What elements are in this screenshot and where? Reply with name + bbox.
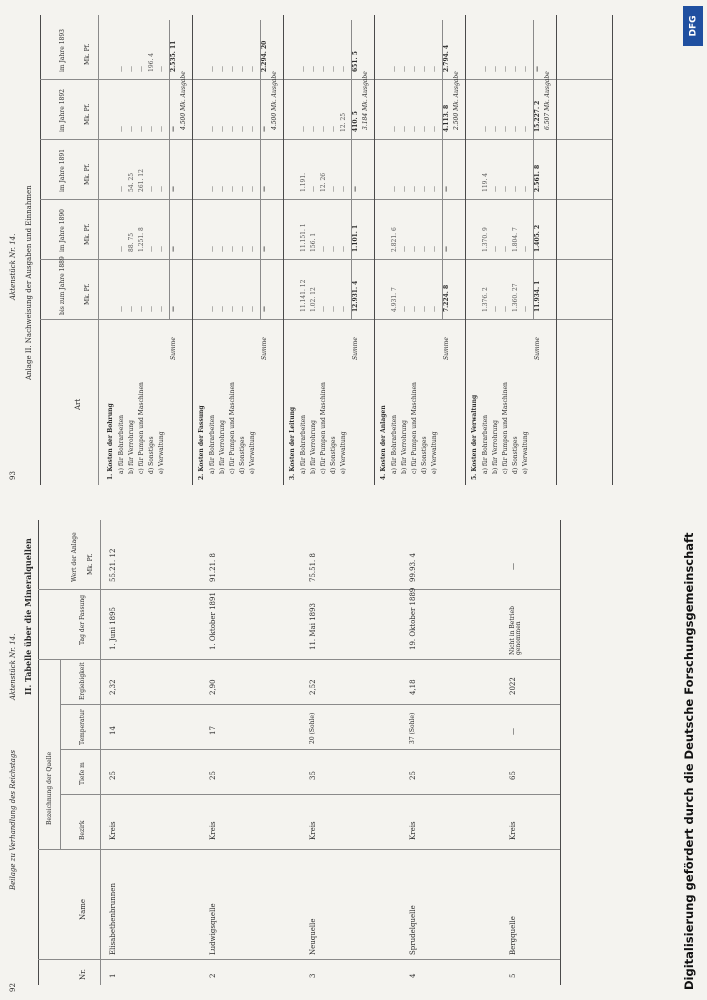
- table-row-temp: —: [509, 728, 517, 735]
- left-header-value-unit: Mk. Pf.: [87, 553, 94, 575]
- block-cell: —: [340, 306, 347, 312]
- block-cell: —: [492, 246, 499, 252]
- block-note: 4.500 Mk. Ausgabe: [180, 71, 187, 130]
- right-col-unit: Mk. Pf.: [84, 103, 91, 125]
- table-row-name: Elisabethenbrunnen: [109, 883, 117, 955]
- block-cell: —: [300, 66, 307, 72]
- left-header-date: Tag der Fassung: [79, 594, 86, 645]
- right-table-bottom-rule: [612, 15, 613, 485]
- block-cell: —: [148, 306, 155, 312]
- left-col-divider: [38, 659, 560, 660]
- block-cell: 54. 25: [128, 172, 135, 192]
- table-row-district: Kreis: [409, 821, 417, 840]
- table-row-nr: 5: [509, 973, 517, 978]
- left-header-yield: Ergiebigkeit: [79, 662, 86, 700]
- block-item-label: c) für Pumpen und Maschinen: [320, 382, 327, 474]
- block-item-label: c) für Pumpen und Maschinen: [138, 382, 145, 474]
- table-row-yield: 2,32: [109, 679, 117, 695]
- block-sum-cell: 11.934. 1: [534, 280, 541, 312]
- block-sum-cell: —: [170, 126, 177, 132]
- table-row-temp: 20 (Sohle): [309, 712, 316, 744]
- table-row-nr: 4: [409, 973, 417, 978]
- block-cell: —: [320, 306, 327, 312]
- block-item-label: b) für Verrohrung: [128, 420, 135, 474]
- block-cell: —: [239, 66, 246, 72]
- table-row-value: 75.51. 8: [309, 553, 317, 582]
- table-row-depth: 65: [509, 771, 517, 780]
- dfg-logo-text: DFG: [688, 15, 699, 37]
- block-cell: —: [401, 246, 408, 252]
- block-cell: —: [320, 246, 327, 252]
- block-cell: —: [522, 246, 529, 252]
- table-row-date: Nicht in Betrieb genommen: [509, 606, 522, 655]
- block-sum-cell: 4.113. 8: [443, 104, 450, 132]
- block-cell: —: [209, 306, 216, 312]
- block-cell: —: [431, 246, 438, 252]
- block-cell: —: [158, 66, 165, 72]
- table-row-yield: 2022: [509, 677, 517, 695]
- left-header-nr: Nr.: [79, 969, 87, 980]
- left-table-bottom-rule: [560, 520, 561, 985]
- block-heading: 4. Kosten der Anlagen: [380, 405, 387, 480]
- left-col-divider: [38, 849, 560, 850]
- right-title: Anlage II. Nachweisung der Ausgaben und Einnahmen: [25, 185, 33, 380]
- block-cell: —: [249, 66, 256, 72]
- block-sum-cell: —: [261, 246, 268, 252]
- block-separator-rule: [283, 15, 284, 485]
- dfg-logo: [683, 6, 703, 46]
- block-cell: —: [330, 186, 337, 192]
- table-row-district: Kreis: [509, 821, 517, 840]
- block-cell: 4.931. 7: [391, 287, 398, 312]
- left-col-divider: [60, 794, 560, 795]
- block-cell: —: [492, 306, 499, 312]
- table-row-nr: 2: [209, 973, 217, 978]
- block-item-label: b) für Verrohrung: [310, 420, 317, 474]
- dfg-sidebar-text: Digitalisierung gefördert durch die Deutsche Forschungsgemeinschaft: [682, 532, 696, 990]
- right-col-unit: Mk. Pf.: [84, 163, 91, 185]
- block-cell: —: [229, 306, 236, 312]
- block-cell: —: [522, 306, 529, 312]
- block-cell: —: [431, 126, 438, 132]
- table-row-name: Neuquelle: [309, 918, 317, 955]
- table-row-depth: 25: [209, 771, 217, 780]
- block-cell: 156. 1: [310, 232, 317, 252]
- block-item-label: c) für Pumpen und Maschinen: [502, 382, 509, 474]
- right-table-top-rule: [40, 15, 41, 485]
- table-row-date: 19. Oktober 1889: [409, 587, 417, 650]
- block-note: 2.500 Mk. Ausgabe: [453, 71, 460, 130]
- block-cell: 12. 25: [340, 112, 347, 132]
- block-cell: 11.141. 12: [300, 279, 307, 312]
- right-col-divider: [40, 319, 612, 320]
- block-cell: 1.360. 27: [512, 283, 519, 312]
- block-cell: —: [492, 186, 499, 192]
- block-cell: —: [411, 246, 418, 252]
- block-cell: —: [310, 66, 317, 72]
- block-cell: —: [340, 246, 347, 252]
- block-cell: —: [209, 66, 216, 72]
- block-item-label: b) für Verrohrung: [219, 420, 226, 474]
- block-cell: 11.151. 1: [300, 223, 307, 252]
- table-row-date: 1. Juni 1895: [109, 606, 117, 650]
- block-cell: —: [411, 186, 418, 192]
- block-item-label: d) Sonstiges: [239, 436, 246, 474]
- left-col-divider: [60, 749, 560, 750]
- table-row-temp: 17: [209, 726, 217, 735]
- block-cell: —: [421, 186, 428, 192]
- left-header-name: Name: [79, 898, 87, 920]
- block-cell: —: [421, 306, 428, 312]
- table-row-nr: 1: [109, 973, 117, 978]
- block-sum-label: Summe: [170, 337, 177, 360]
- right-col-unit: Mk. Pf.: [84, 43, 91, 65]
- block-cell: —: [330, 246, 337, 252]
- block-cell: —: [310, 186, 317, 192]
- block-cell: —: [128, 306, 135, 312]
- block-cell: —: [229, 246, 236, 252]
- block-cell: —: [229, 126, 236, 132]
- table-row-value: 91.21. 8: [209, 553, 217, 582]
- block-item-label: a) für Bohrarbeiten: [300, 414, 307, 474]
- block-cell: 1.251. 8: [138, 227, 145, 252]
- block-item-label: e) Verwaltung: [340, 431, 347, 474]
- block-item-label: e) Verwaltung: [431, 431, 438, 474]
- block-item-label: a) für Bohrarbeiten: [482, 414, 489, 474]
- block-cell: —: [158, 306, 165, 312]
- block-cell: —: [330, 306, 337, 312]
- block-cell: —: [209, 126, 216, 132]
- block-cell: —: [512, 66, 519, 72]
- block-cell: —: [502, 306, 509, 312]
- left-header-temp: Temperatur: [79, 709, 86, 745]
- block-sum-label: Summe: [443, 337, 450, 360]
- block-cell: —: [128, 66, 135, 72]
- block-cell: —: [401, 306, 408, 312]
- block-cell: —: [209, 186, 216, 192]
- left-header-group: Bezeichnung der Quelle: [46, 751, 53, 825]
- block-cell: —: [148, 246, 155, 252]
- block-sum-label: Summe: [534, 337, 541, 360]
- block-item-label: a) für Bohrarbeiten: [209, 414, 216, 474]
- block-sum-cell: 1.405. 2: [534, 224, 541, 252]
- block-item-label: a) für Bohrarbeiten: [118, 414, 125, 474]
- block-item-label: b) für Verrohrung: [401, 420, 408, 474]
- block-sum-cell: 2.794. 4: [443, 44, 450, 72]
- block-cell: —: [249, 126, 256, 132]
- right-col-header: im Jahre 1892: [59, 89, 66, 132]
- left-col-divider: [60, 704, 560, 705]
- block-sum-cell: 1.101. 1: [352, 224, 359, 252]
- left-attachment-label: Aktenstück Nr. 14.: [9, 633, 17, 700]
- right-table-header-rule: [98, 15, 99, 485]
- table-row-depth: 25: [409, 771, 417, 780]
- block-cell: —: [239, 306, 246, 312]
- right-running-title: Aktenstück Nr. 14.: [9, 233, 17, 300]
- block-sum-cell: 2.535. 11: [170, 40, 177, 72]
- block-cell: —: [482, 66, 489, 72]
- block-sum-label: Summe: [352, 337, 359, 360]
- table-row-value: 99.93. 4: [409, 553, 417, 582]
- block-item-label: d) Sonstiges: [512, 436, 519, 474]
- block-heading: 3. Kosten der Leitung: [289, 406, 296, 480]
- block-sum-cell: —: [261, 186, 268, 192]
- table-row-yield: 2,52: [309, 679, 317, 695]
- block-cell: —: [219, 306, 226, 312]
- block-cell: —: [158, 126, 165, 132]
- right-row-label-header: Art: [74, 398, 82, 410]
- right-col-unit: Mk. Pf.: [84, 223, 91, 245]
- block-separator-rule: [556, 15, 557, 485]
- block-item-label: e) Verwaltung: [249, 431, 256, 474]
- table-row-name: Ludwigsquelle: [209, 903, 217, 955]
- left-header-depth: Tiefe m: [79, 762, 86, 785]
- block-sum-cell: 410. 5: [352, 111, 359, 132]
- table-row-district: Kreis: [109, 821, 117, 840]
- table-row-depth: 25: [109, 771, 117, 780]
- block-cell: —: [158, 246, 165, 252]
- block-cell: —: [391, 66, 398, 72]
- table-row-temp: 14: [109, 726, 117, 735]
- block-heading: 5. Kosten der Verwaltung: [471, 394, 478, 480]
- block-sum-cell: —: [443, 186, 450, 192]
- block-cell: —: [492, 126, 499, 132]
- table-row-name: Bergquelle: [509, 916, 517, 955]
- block-sum-cell: 2.561. 8: [534, 164, 541, 192]
- table-row-yield: 4,18: [409, 679, 417, 695]
- block-cell: —: [300, 126, 307, 132]
- block-sum-cell: —: [261, 306, 268, 312]
- block-item-label: e) Verwaltung: [522, 431, 529, 474]
- table-row-value: —: [509, 563, 517, 570]
- block-cell: —: [310, 126, 317, 132]
- block-cell: —: [219, 126, 226, 132]
- block-sum-cell: —: [261, 126, 268, 132]
- block-cell: 261. 12: [138, 169, 145, 192]
- block-heading: 1. Kosten der Bohrung: [107, 403, 114, 480]
- block-cell: —: [492, 66, 499, 72]
- block-cell: —: [249, 186, 256, 192]
- block-cell: —: [502, 66, 509, 72]
- block-cell: —: [118, 306, 125, 312]
- right-col-header: im Jahre 1891: [59, 149, 66, 192]
- block-cell: —: [522, 66, 529, 72]
- block-cell: —: [118, 246, 125, 252]
- block-item-label: d) Sonstiges: [330, 436, 337, 474]
- block-separator-rule: [465, 15, 466, 485]
- block-sum-cell: 12.931. 4: [352, 280, 359, 312]
- table-row-district: Kreis: [309, 821, 317, 840]
- block-sum-cell: —: [534, 66, 541, 72]
- right-page-number: 93: [9, 471, 17, 480]
- block-sum-cell: 7.224. 8: [443, 284, 450, 312]
- block-cell: 196. 4: [148, 52, 155, 72]
- block-cell: —: [249, 306, 256, 312]
- block-cell: —: [411, 306, 418, 312]
- right-col-divider: [40, 139, 612, 140]
- block-cell: 1.02. 12: [310, 287, 317, 312]
- left-header-district: Bezirk: [79, 820, 86, 840]
- block-cell: —: [219, 66, 226, 72]
- block-cell: —: [411, 126, 418, 132]
- block-cell: —: [391, 186, 398, 192]
- block-sum-cell: 2.294. 20: [261, 40, 268, 72]
- block-cell: —: [401, 126, 408, 132]
- block-sum-cell: 15.227. 2: [534, 100, 541, 132]
- block-cell: —: [128, 126, 135, 132]
- block-cell: 1.804. 7: [512, 227, 519, 252]
- block-cell: —: [320, 126, 327, 132]
- block-item-label: a) für Bohrarbeiten: [391, 414, 398, 474]
- block-cell: —: [512, 186, 519, 192]
- block-cell: 88. 75: [128, 232, 135, 252]
- block-cell: 119. 4: [482, 172, 489, 192]
- left-group-rule: [60, 660, 61, 850]
- table-row-date: 11. Mai 1893: [309, 603, 317, 650]
- block-cell: —: [219, 186, 226, 192]
- block-cell: —: [340, 186, 347, 192]
- block-separator-rule: [192, 15, 193, 485]
- block-cell: 1.376. 2: [482, 287, 489, 312]
- block-cell: —: [320, 66, 327, 72]
- block-sum-cell: —: [443, 246, 450, 252]
- block-cell: —: [219, 246, 226, 252]
- block-item-label: d) Sonstiges: [421, 436, 428, 474]
- block-item-label: c) für Pumpen und Maschinen: [229, 382, 236, 474]
- block-item-label: c) für Pumpen und Maschinen: [411, 382, 418, 474]
- block-cell: 2.821. 6: [391, 227, 398, 252]
- block-cell: —: [118, 186, 125, 192]
- block-note: 4.500 Mk. Ausgabe: [271, 71, 278, 130]
- block-cell: —: [502, 126, 509, 132]
- block-cell: —: [330, 66, 337, 72]
- block-cell: —: [431, 186, 438, 192]
- block-cell: —: [138, 66, 145, 72]
- block-item-label: b) für Verrohrung: [492, 420, 499, 474]
- table-row-name: Sprudelquelle: [409, 905, 417, 955]
- block-sum-cell: —: [170, 246, 177, 252]
- right-col-divider: [40, 199, 612, 200]
- block-item-label: d) Sonstiges: [148, 436, 155, 474]
- left-header-value: Wert der Anlage: [71, 532, 78, 582]
- block-cell: —: [249, 246, 256, 252]
- block-cell: —: [431, 66, 438, 72]
- block-sum-cell: 651. 5: [352, 51, 359, 72]
- right-col-unit: Mk. Pf.: [84, 283, 91, 305]
- table-row-depth: 35: [309, 771, 317, 780]
- table-row-district: Kreis: [209, 821, 217, 840]
- block-cell: —: [118, 126, 125, 132]
- block-cell: —: [502, 186, 509, 192]
- right-col-divider: [40, 259, 612, 260]
- block-cell: —: [522, 186, 529, 192]
- block-cell: —: [148, 126, 155, 132]
- block-cell: —: [421, 246, 428, 252]
- block-cell: —: [421, 66, 428, 72]
- block-cell: —: [391, 126, 398, 132]
- block-cell: —: [340, 66, 347, 72]
- block-cell: —: [482, 126, 489, 132]
- block-sum-cell: —: [170, 186, 177, 192]
- block-cell: —: [401, 186, 408, 192]
- block-cell: —: [522, 126, 529, 132]
- block-cell: —: [330, 126, 337, 132]
- block-cell: —: [229, 66, 236, 72]
- block-cell: —: [421, 126, 428, 132]
- block-cell: —: [239, 126, 246, 132]
- block-cell: —: [118, 66, 125, 72]
- block-sum-cell: —: [170, 306, 177, 312]
- left-col-divider: [38, 959, 560, 960]
- block-cell: —: [148, 186, 155, 192]
- right-col-header: im Jahre 1890: [59, 209, 66, 252]
- block-cell: 1.370. 9: [482, 227, 489, 252]
- block-cell: —: [229, 186, 236, 192]
- block-cell: —: [158, 186, 165, 192]
- block-cell: —: [209, 246, 216, 252]
- block-cell: —: [138, 126, 145, 132]
- table-row-temp: 37 (Sohle): [409, 712, 416, 744]
- block-heading: 2. Kosten der Fassung: [198, 405, 205, 480]
- block-cell: —: [401, 66, 408, 72]
- left-col-divider: [38, 589, 560, 590]
- table-row-yield: 2,90: [209, 679, 217, 695]
- block-note: 3.184 Mk. Ausgabe: [362, 71, 369, 130]
- block-item-label: e) Verwaltung: [158, 431, 165, 474]
- table-row-date: 1. Oktober 1891: [209, 592, 217, 650]
- left-section-title: II. Tabelle über die Mineralquellen: [23, 538, 33, 695]
- table-row-nr: 3: [309, 973, 317, 978]
- block-cell: —: [239, 246, 246, 252]
- left-running-title: Beilage zu Verhandlung des Reichstags: [9, 750, 17, 890]
- right-col-header: bis zum Jahre 1889: [59, 256, 66, 315]
- block-note: 6.507 Mk. Ausgabe: [544, 71, 551, 130]
- block-cell: —: [502, 246, 509, 252]
- right-col-header: im Jahre 1893: [59, 29, 66, 72]
- right-col-divider: [40, 79, 612, 80]
- block-cell: —: [239, 186, 246, 192]
- block-cell: 1.191.: [300, 172, 307, 192]
- block-sum-label: Summe: [261, 337, 268, 360]
- table-row-value: 55.21. 12: [109, 548, 117, 582]
- block-sum-cell: —: [352, 186, 359, 192]
- block-separator-rule: [374, 15, 375, 485]
- block-cell: —: [411, 66, 418, 72]
- block-cell: —: [138, 306, 145, 312]
- block-cell: —: [431, 306, 438, 312]
- block-cell: —: [512, 126, 519, 132]
- block-cell: 12. 26: [320, 172, 327, 192]
- left-page-number: 92: [9, 983, 17, 992]
